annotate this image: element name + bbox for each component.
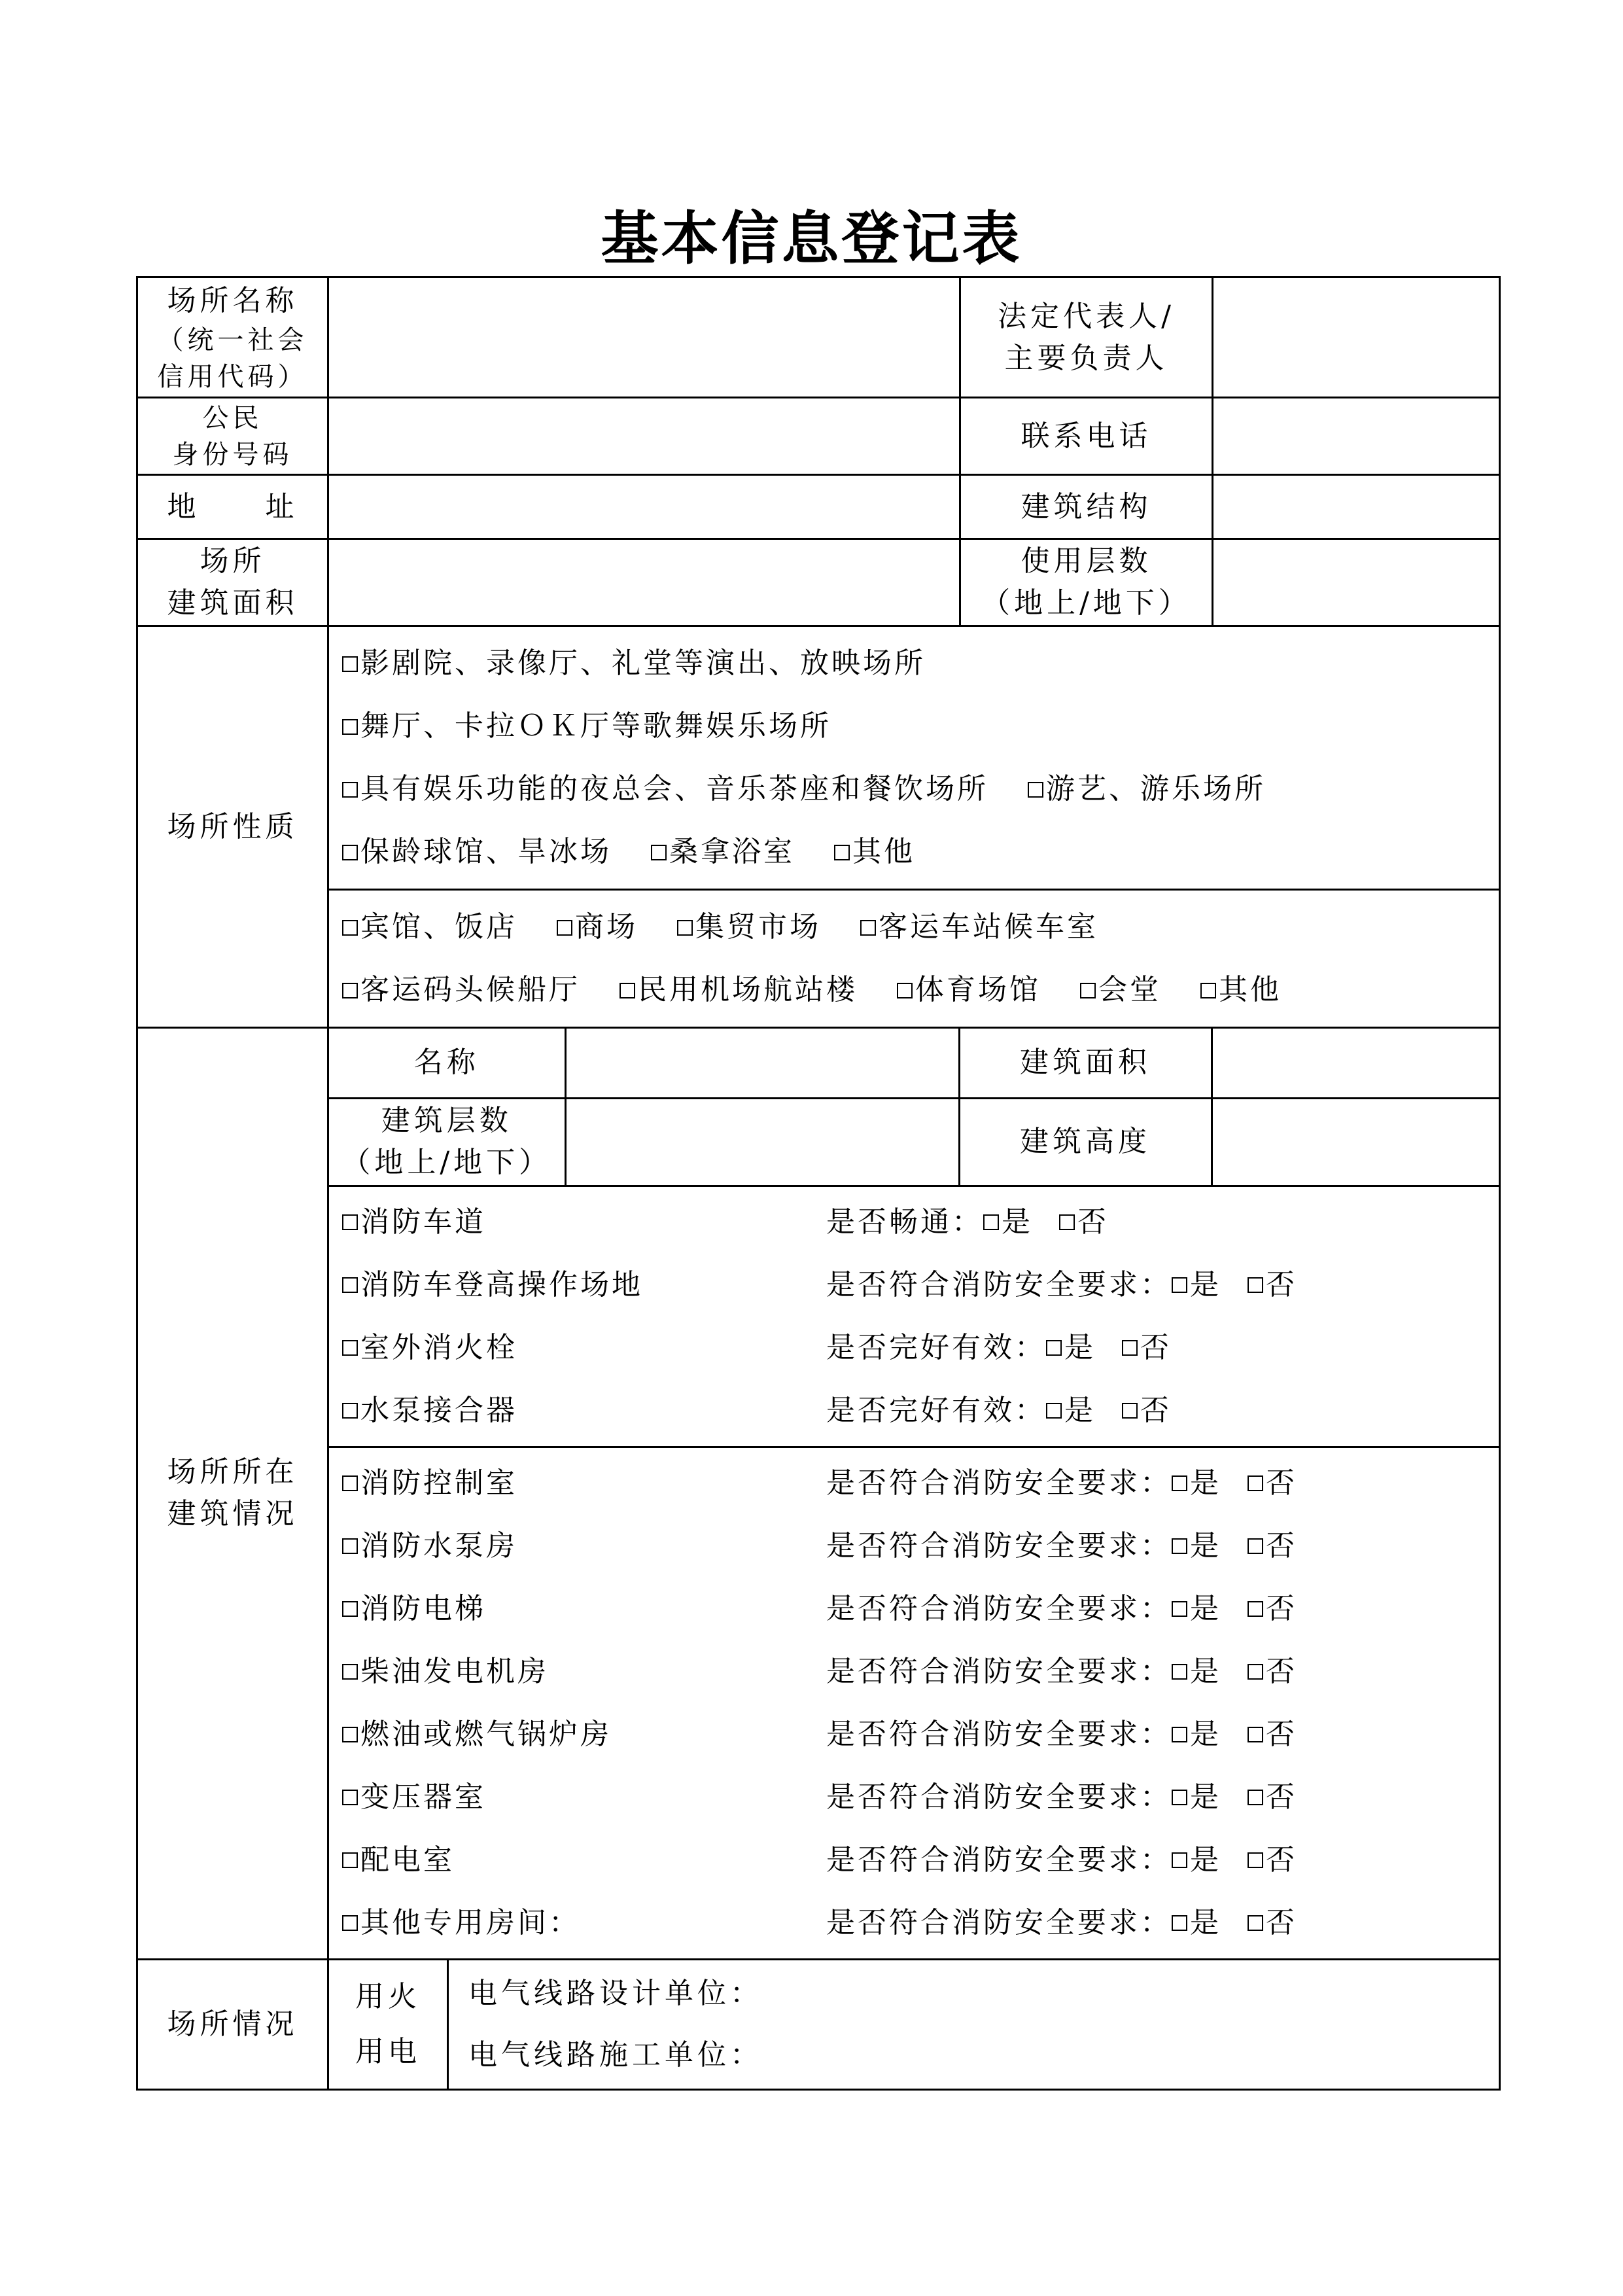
- building-area-label: [137, 539, 328, 626]
- checkbox[interactable]: [557, 920, 572, 936]
- option-item[interactable]: [1028, 758, 1266, 821]
- facility-item[interactable]: [342, 1766, 826, 1829]
- wiring-design-unit[interactable]: 电气线路设计单位：: [468, 1976, 763, 2010]
- checkbox[interactable]: [342, 1538, 358, 1554]
- building-facilities-group-2: [329, 1448, 1499, 1958]
- building-situation-content: [328, 1028, 1500, 1960]
- option-item[interactable]: [620, 959, 858, 1021]
- option-label: 商场: [575, 910, 638, 944]
- facility-name: 其他专用房间：: [360, 1905, 580, 1939]
- option-item[interactable]: [651, 821, 795, 883]
- option-row: [329, 959, 1499, 1021]
- yes-label: 是: [1002, 1205, 1033, 1239]
- checkbox[interactable]: [834, 845, 850, 860]
- option-label: 具有娱乐功能的夜总会、音乐茶座和餐饮场所: [360, 772, 988, 805]
- no-checkbox[interactable]: [1248, 1664, 1263, 1680]
- facility-check-question: 是否符合消防安全要求：: [826, 1591, 1172, 1625]
- facility-item[interactable]: [342, 1254, 826, 1316]
- checkbox[interactable]: [342, 1340, 358, 1356]
- facility-item[interactable]: [342, 1578, 826, 1640]
- no-checkbox[interactable]: [1248, 1601, 1263, 1617]
- venue-name-label: [137, 277, 328, 398]
- legal-rep-label-line1: 法定代表人/: [998, 299, 1175, 333]
- facility-row: [329, 1515, 1499, 1578]
- option-label: 客运码头候船厅: [360, 973, 580, 1006]
- option-item[interactable]: [342, 896, 517, 959]
- building-floors-label-line2: （地上/地下）: [341, 1146, 552, 1179]
- building-name-label: 名称: [329, 1029, 565, 1098]
- checkbox[interactable]: [860, 920, 876, 936]
- checkbox[interactable]: [342, 1664, 358, 1680]
- checkbox[interactable]: [342, 1403, 358, 1419]
- no-label: 否: [1266, 1717, 1297, 1751]
- yes-label: 是: [1190, 1466, 1221, 1500]
- option-item[interactable]: [860, 896, 1098, 959]
- checkbox[interactable]: [897, 983, 913, 998]
- option-label: 影剧院、录像厅、礼堂等演出、放映场所: [360, 646, 926, 680]
- checkbox[interactable]: [342, 1790, 358, 1805]
- facility-row: [329, 1191, 1499, 1254]
- yes-label: 是: [1190, 1780, 1221, 1814]
- option-row: [329, 896, 1499, 959]
- option-item[interactable]: [342, 959, 580, 1021]
- nature-group-2: [329, 891, 1499, 1027]
- facility-item[interactable]: [342, 1379, 826, 1442]
- checkbox[interactable]: [342, 656, 358, 672]
- id-number-label-line1: 公民: [202, 402, 263, 433]
- legal-rep-field[interactable]: [1213, 277, 1500, 398]
- facility-row: [329, 1379, 1499, 1442]
- no-checkbox[interactable]: [1248, 1475, 1263, 1491]
- option-item[interactable]: [1200, 959, 1282, 1021]
- option-label: 集贸市场: [695, 910, 821, 944]
- no-label: 否: [1266, 1654, 1297, 1688]
- option-row: [329, 695, 1499, 758]
- facility-name: 柴油发电机房: [360, 1654, 549, 1688]
- building-name-field[interactable]: [565, 1029, 959, 1098]
- building-floors-field[interactable]: [565, 1098, 959, 1186]
- option-label: 其他: [852, 835, 915, 868]
- checkbox[interactable]: [342, 1915, 358, 1931]
- facility-name: 变压器室: [360, 1780, 486, 1814]
- no-label: 否: [1266, 1591, 1297, 1625]
- facility-item[interactable]: [342, 1515, 826, 1578]
- building-facilities-group-1: [329, 1187, 1499, 1448]
- option-row: [329, 758, 1499, 821]
- yes-checkbox[interactable]: [983, 1214, 999, 1230]
- phone-label: 联系电话: [960, 398, 1213, 475]
- no-label: 否: [1266, 1843, 1297, 1877]
- no-checkbox[interactable]: [1122, 1403, 1138, 1419]
- id-number-label-line2: 身份号码: [172, 439, 293, 470]
- facility-check-question: 是否完好有效：: [826, 1393, 1046, 1427]
- building-floors-label: [329, 1098, 565, 1186]
- venue-situation-content: [328, 1959, 1500, 2089]
- facility-row: [329, 1703, 1499, 1766]
- fire-electric-label: [329, 1960, 449, 2089]
- yes-checkbox[interactable]: [1172, 1475, 1187, 1491]
- address-field[interactable]: [328, 475, 960, 539]
- yes-label: 是: [1190, 1654, 1221, 1688]
- facility-name: 水泵接合器: [360, 1393, 517, 1427]
- option-item[interactable]: [557, 896, 638, 959]
- no-checkbox[interactable]: [1248, 1727, 1263, 1742]
- option-label: 民用机场航站楼: [638, 973, 858, 1006]
- no-label: 否: [1140, 1393, 1172, 1427]
- option-label: 其他: [1219, 973, 1282, 1006]
- yes-label: 是: [1190, 1267, 1221, 1301]
- facility-name: 室外消火栓: [360, 1330, 517, 1364]
- no-label: 否: [1266, 1780, 1297, 1814]
- structure-label: 建筑结构: [960, 475, 1213, 539]
- building-situation-label-line2: 建筑情况: [167, 1497, 298, 1531]
- facility-row: [329, 1892, 1499, 1954]
- form-title: 基本信息登记表: [601, 205, 1022, 272]
- facility-check-question: 是否符合消防安全要求：: [826, 1528, 1172, 1563]
- option-label: 会堂: [1098, 973, 1161, 1006]
- facility-item[interactable]: [342, 1829, 826, 1892]
- yes-label: 是: [1190, 1717, 1221, 1751]
- building-area-field[interactable]: [328, 539, 960, 626]
- building-situation-label-line1: 场所所在: [167, 1455, 298, 1489]
- no-label: 否: [1077, 1205, 1109, 1239]
- yes-checkbox[interactable]: [1172, 1601, 1187, 1617]
- facility-row: [329, 1254, 1499, 1316]
- checkbox[interactable]: [620, 983, 635, 998]
- yes-label: 是: [1190, 1843, 1221, 1877]
- facility-row: [329, 1452, 1499, 1515]
- structure-field[interactable]: [1213, 475, 1500, 539]
- yes-checkbox[interactable]: [1172, 1277, 1187, 1293]
- facility-item[interactable]: [342, 1191, 826, 1254]
- option-label: 体育场馆: [915, 973, 1041, 1006]
- facility-item[interactable]: [342, 1892, 826, 1954]
- no-label: 否: [1140, 1330, 1172, 1364]
- checkbox[interactable]: [342, 1214, 358, 1230]
- building-area2-field[interactable]: [1212, 1029, 1499, 1098]
- facility-check-question: 是否符合消防安全要求：: [826, 1905, 1172, 1939]
- facility-name: 配电室: [360, 1843, 455, 1877]
- option-label: 桑拿浴室: [669, 835, 795, 868]
- facility-row: [329, 1640, 1499, 1703]
- option-label: 保龄球馆、旱冰场: [360, 835, 612, 868]
- yes-label: 是: [1190, 1905, 1221, 1939]
- checkbox[interactable]: [342, 845, 358, 860]
- facility-name: 消防控制室: [360, 1466, 517, 1500]
- yes-checkbox[interactable]: [1046, 1340, 1062, 1356]
- venue-name-sub2: 信用代码）: [157, 361, 308, 392]
- checkbox[interactable]: [1028, 782, 1043, 798]
- facility-check-question: 是否符合消防安全要求：: [826, 1654, 1172, 1688]
- yes-label: 是: [1190, 1591, 1221, 1625]
- electric-use-label: 用电: [355, 2034, 421, 2068]
- yes-label: 是: [1190, 1528, 1221, 1563]
- checkbox[interactable]: [342, 983, 358, 998]
- no-label: 否: [1266, 1466, 1297, 1500]
- checkbox[interactable]: [342, 1475, 358, 1491]
- no-checkbox[interactable]: [1248, 1538, 1263, 1554]
- venue-nature-label: 场所性质: [137, 626, 328, 1028]
- facility-row: [329, 1578, 1499, 1640]
- option-label: 舞厅、卡拉ＯＫ厅等歌舞娱乐场所: [360, 709, 831, 743]
- venue-name-sub1: （统一社会: [157, 325, 308, 355]
- wiring-construction-unit[interactable]: 电气线路施工单位：: [468, 2038, 763, 2072]
- registration-table: [136, 276, 1501, 2091]
- nature-group-1: [329, 627, 1499, 891]
- facility-name: 消防车道: [360, 1205, 486, 1239]
- option-item[interactable]: [897, 959, 1041, 1021]
- legal-rep-label: [960, 277, 1213, 398]
- phone-field[interactable]: [1213, 398, 1500, 475]
- yes-label: 是: [1064, 1393, 1096, 1427]
- fire-use-label: 用火: [355, 1979, 421, 2013]
- yes-checkbox[interactable]: [1046, 1403, 1062, 1419]
- building-area-label-line1: 场所: [200, 544, 266, 578]
- facility-check-question: 是否畅通：: [826, 1205, 983, 1239]
- floors-label-line2: （地上/地下）: [981, 586, 1191, 620]
- address-label: 地 址: [137, 475, 328, 539]
- checkbox[interactable]: [342, 1852, 358, 1868]
- yes-checkbox[interactable]: [1172, 1852, 1187, 1868]
- checkbox[interactable]: [1200, 983, 1216, 998]
- facility-row: [329, 1829, 1499, 1892]
- option-item[interactable]: [342, 821, 612, 883]
- yes-checkbox[interactable]: [1172, 1664, 1187, 1680]
- yes-checkbox[interactable]: [1172, 1790, 1187, 1805]
- floors-label: [960, 539, 1213, 626]
- facility-check-question: 是否符合消防安全要求：: [826, 1267, 1172, 1301]
- facility-item[interactable]: [342, 1316, 826, 1379]
- floors-field[interactable]: [1213, 539, 1500, 626]
- facility-item[interactable]: [342, 1703, 826, 1766]
- facility-item[interactable]: [342, 1640, 826, 1703]
- building-height-label: 建筑高度: [959, 1098, 1212, 1186]
- no-label: 否: [1266, 1528, 1297, 1563]
- option-item[interactable]: [834, 821, 915, 883]
- venue-nature-options: [328, 626, 1500, 1028]
- facility-item[interactable]: [342, 1452, 826, 1515]
- id-number-field[interactable]: [328, 398, 960, 475]
- building-area-label-line2: 建筑面积: [167, 586, 298, 620]
- checkbox[interactable]: [342, 782, 358, 798]
- venue-situation-label: 场所情况: [137, 1959, 328, 2089]
- venue-name-label-text: 场所名称: [167, 283, 298, 317]
- venue-name-field[interactable]: [328, 277, 960, 398]
- checkbox[interactable]: [1080, 983, 1096, 998]
- facility-name: 燃油或燃气锅炉房: [360, 1717, 612, 1751]
- no-label: 否: [1266, 1905, 1297, 1939]
- building-situation-label: [137, 1028, 328, 1960]
- checkbox[interactable]: [342, 1601, 358, 1617]
- facility-check-question: 是否符合消防安全要求：: [826, 1843, 1172, 1877]
- building-area2-label: 建筑面积: [959, 1029, 1212, 1098]
- legal-rep-label-line2: 主要负责人: [1004, 341, 1168, 375]
- option-item[interactable]: [342, 632, 926, 695]
- option-row: [329, 821, 1499, 883]
- checkbox[interactable]: [342, 719, 358, 735]
- option-item[interactable]: [677, 896, 821, 959]
- checkbox[interactable]: [342, 920, 358, 936]
- checkbox[interactable]: [677, 920, 693, 936]
- no-checkbox[interactable]: [1248, 1852, 1263, 1868]
- yes-label: 是: [1064, 1330, 1096, 1364]
- option-item[interactable]: [342, 695, 831, 758]
- facility-row: [329, 1766, 1499, 1829]
- checkbox[interactable]: [651, 845, 667, 860]
- building-height-field[interactable]: [1212, 1098, 1499, 1186]
- facility-check-question: 是否符合消防安全要求：: [826, 1717, 1172, 1751]
- yes-checkbox[interactable]: [1172, 1915, 1187, 1931]
- option-item[interactable]: [1080, 959, 1161, 1021]
- building-floors-label-line1: 建筑层数: [381, 1104, 512, 1137]
- no-label: 否: [1266, 1267, 1297, 1301]
- no-checkbox[interactable]: [1248, 1915, 1263, 1931]
- no-checkbox[interactable]: [1122, 1340, 1138, 1356]
- facility-check-question: 是否符合消防安全要求：: [826, 1780, 1172, 1814]
- facility-check-question: 是否完好有效：: [826, 1330, 1046, 1364]
- facility-row: [329, 1316, 1499, 1379]
- no-checkbox[interactable]: [1248, 1790, 1263, 1805]
- option-label: 客运车站候车室: [879, 910, 1098, 944]
- facility-check-question: 是否符合消防安全要求：: [826, 1466, 1172, 1500]
- checkbox[interactable]: [342, 1277, 358, 1293]
- no-checkbox[interactable]: [1059, 1214, 1075, 1230]
- option-label: 游艺、游乐场所: [1046, 772, 1266, 805]
- facility-name: 消防电梯: [360, 1591, 486, 1625]
- yes-checkbox[interactable]: [1172, 1538, 1187, 1554]
- option-label: 宾馆、饭店: [360, 910, 517, 944]
- option-row: [329, 632, 1499, 695]
- no-checkbox[interactable]: [1248, 1277, 1263, 1293]
- id-number-label: [137, 398, 328, 475]
- floors-label-line1: 使用层数: [1021, 544, 1152, 578]
- checkbox[interactable]: [342, 1727, 358, 1742]
- facility-name: 消防车登高操作场地: [360, 1267, 643, 1301]
- facility-name: 消防水泵房: [360, 1528, 517, 1563]
- option-item[interactable]: [342, 758, 988, 821]
- yes-checkbox[interactable]: [1172, 1727, 1187, 1742]
